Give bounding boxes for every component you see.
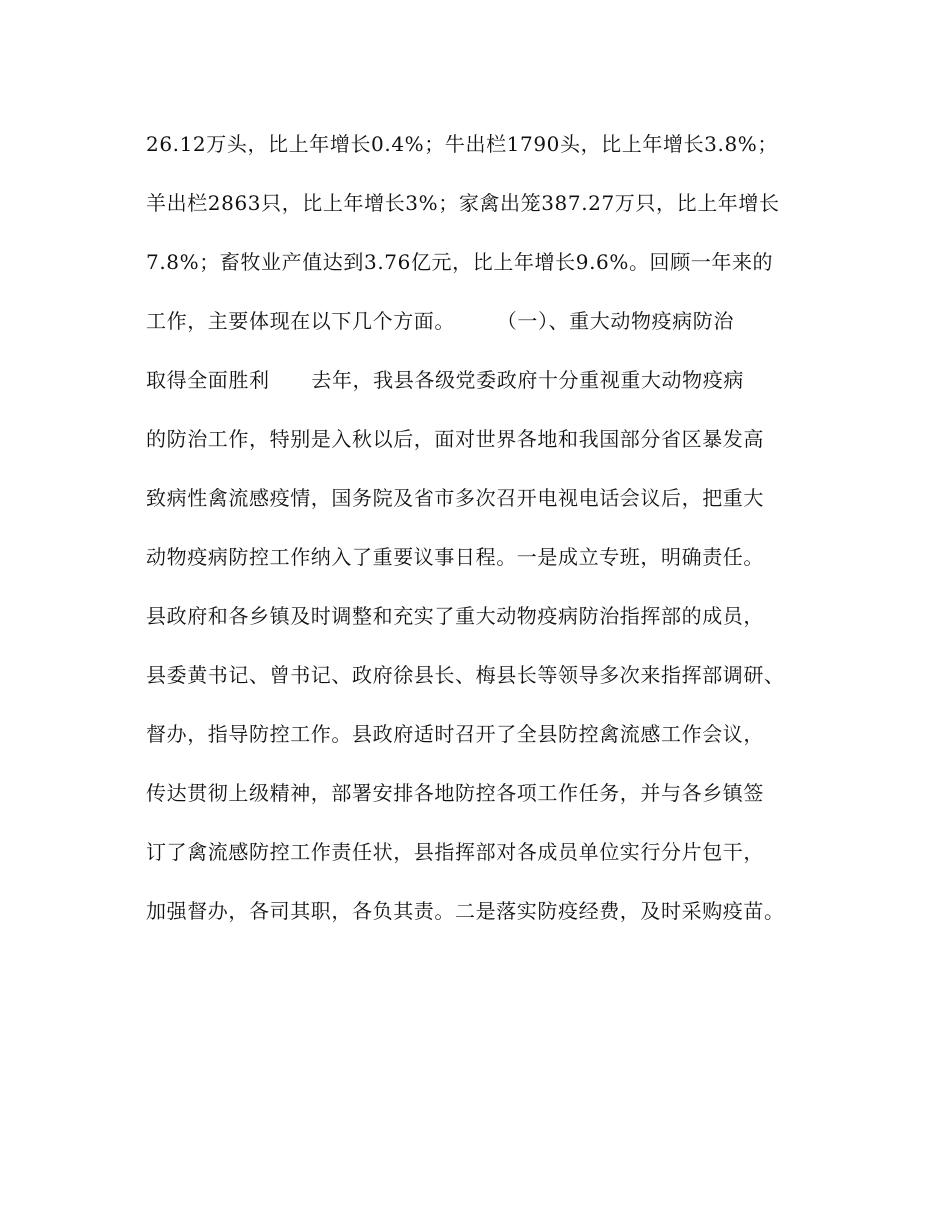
text-line-3: 7.8%；畜牧业产值达到3.76亿元，比上年增长9.6%。回顾一年来的 [146,250,774,274]
text-line-6: 的防治工作，特别是入秋以后，面对世界各地和我国部分省区暴发高 [146,427,764,451]
text-line-4: 工作，主要体现在以下几个方面。 （一）、重大动物疫病防治 [146,309,734,333]
text-line-8: 动物疫病防控工作纳入了重要议事日程。一是成立专班，明确责任。 [146,545,764,569]
text-line-1: 26.12万头，比上年增长0.4%；牛出栏1790头，比上年增长3.8%； [146,132,778,156]
text-line-9: 县政府和各乡镇及时调整和充实了重大动物疫病防治指挥部的成员， [146,604,764,628]
text-line-2: 羊出栏2863只，比上年增长3%；家禽出笼387.27万只，比上年增长 [146,191,780,215]
text-line-5: 取得全面胜利 去年，我县各级党委政府十分重视重大动物疫病 [146,368,744,392]
text-line-12: 传达贯彻上级精神，部署安排各地防控各项工作任务，并与各乡镇签 [146,781,764,805]
document-body [146,124,826,950]
text-line-10: 县委黄书记、曾书记、政府徐县长、梅县长等领导多次来指挥部调研、 [146,663,785,687]
text-line-11: 督办，指导防控工作。县政府适时召开了全县防控禽流感工作会议， [146,722,764,746]
text-line-14: 加强督办，各司其职，各负其责。二是落实防疫经费，及时采购疫苗。 [146,899,785,923]
text-line-13: 订了禽流感防控工作责任状，县指挥部对各成员单位实行分片包干， [146,840,764,864]
text-line-7: 致病性禽流感疫情，国务院及省市多次召开电视电话会议后，把重大 [146,486,764,510]
